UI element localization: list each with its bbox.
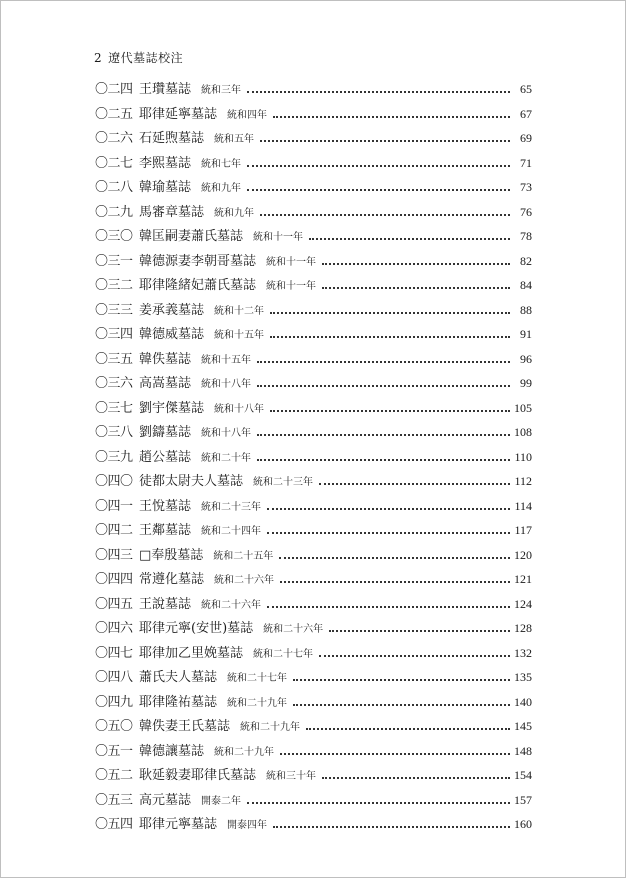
header-page-number: 2 [94,51,103,65]
toc-entry [95,764,532,789]
entry-title: 韓佚妻王氏墓誌 [139,719,231,734]
entry-title: 韓瑜墓誌 [139,180,192,195]
entry-page-number: 96 [520,351,532,366]
entry-title: 姜承義墓誌 [139,302,205,318]
toc-entry [95,127,532,152]
toc-entry [95,152,532,177]
dot-leader [260,140,510,142]
entry-number: 〇四四 [95,572,133,587]
dot-leader [257,385,510,387]
entry-date: 開泰四年 [227,820,268,831]
dot-leader [280,753,510,755]
dot-leader [273,116,510,118]
entry-page-number: 67 [520,106,532,121]
entry-page-number: 114 [514,498,532,513]
entry-number: 〇四九 [95,694,133,710]
entry-date: 統和二十三年 [201,501,262,513]
dot-leader [267,508,510,510]
entry-page-number: 88 [520,302,532,317]
dot-leader [270,312,510,314]
entry-number: 〇四二 [95,523,133,538]
entry-page-number: 140 [514,694,532,709]
entry-number: 〇五〇 [95,719,133,734]
entry-date: 統和五年 [214,134,255,145]
toc-entry [95,250,532,275]
header-book-title: 遼代墓誌校注 [108,51,184,65]
dot-leader [257,434,510,436]
entry-page-number: 128 [514,621,532,635]
toc-entry [95,103,532,128]
dot-leader [293,679,510,681]
toc-entry [95,789,532,814]
entry-page-number: 82 [520,253,532,268]
entry-title: □奉殷墓誌 [139,547,204,563]
toc-entry [95,495,532,520]
entry-date: 統和二十九年 [227,697,288,709]
entry-title: 劉宇傑墓誌 [139,400,205,416]
entry-date: 統和十八年 [214,403,265,415]
entry-date: 統和十一年 [253,232,304,243]
entry-number: 〇四七 [95,645,133,661]
entry-title: 耶律加乙里娩墓誌 [139,645,244,661]
dot-leader [257,459,510,461]
entry-title: 韓德源妻李朝哥墓誌 [139,253,257,269]
dot-leader [247,802,510,804]
entry-title: 韓德威墓誌 [139,327,205,342]
entry-page-number: 91 [520,327,532,341]
entry-number: 〇五三 [95,792,133,808]
entry-number: 〇三九 [95,449,133,465]
entry-title: 王說墓誌 [139,596,192,612]
dot-leader [247,189,510,191]
entry-title: 高元墓誌 [139,792,192,808]
entry-number: 〇四一 [95,498,133,514]
toc-entry [95,446,532,471]
toc-entry [95,568,532,593]
entry-page-number: 157 [514,792,532,807]
toc-entry [95,715,532,740]
entry-number: 〇二五 [95,106,133,122]
entry-number: 〇五四 [95,817,133,832]
toc-entry [95,397,532,422]
entry-number: 〇四〇 [95,474,133,489]
entry-number: 〇二九 [95,204,133,220]
entry-number: 〇三三 [95,302,133,318]
entry-number: 〇三二 [95,278,133,293]
dot-leader [270,410,510,412]
entry-date: 統和二十四年 [201,526,262,537]
entry-date: 統和十一年 [266,281,317,292]
toc-entry [95,544,532,569]
toc-entry [95,348,532,373]
entry-date: 統和四年 [227,109,268,121]
toc-entry [95,78,532,103]
dot-leader [267,532,510,534]
entry-number: 〇三〇 [95,229,133,244]
entry-title: 耶律隆緒妃蕭氏墓誌 [139,278,257,293]
dot-leader [247,91,510,93]
toc-entry [95,642,532,667]
entry-title: 耶律元寧墓誌 [139,817,218,832]
dot-leader [247,165,510,167]
entry-date: 統和九年 [214,207,255,219]
dot-leader [322,287,510,289]
entry-number: 〇四六 [95,621,133,636]
toc-entry [95,740,532,765]
entry-date: 統和十二年 [214,305,265,317]
entry-number: 〇二六 [95,131,133,146]
entry-page-number: 121 [514,572,532,586]
entry-page-number: 145 [514,719,532,733]
toc-entry [95,813,532,838]
entry-page-number: 110 [514,449,532,464]
entry-page-number: 84 [520,278,532,292]
dot-leader [322,263,510,265]
entry-title: 耶律隆祐墓誌 [139,694,218,710]
entry-page-number: 76 [520,204,532,219]
entry-title: 韓德讓墓誌 [139,743,205,759]
dot-leader [260,214,510,216]
entry-page-number: 135 [514,670,532,684]
entry-date: 統和二十七年 [227,673,288,684]
entry-page-number: 160 [514,817,532,831]
entry-title: 趙公墓誌 [139,449,192,465]
entry-title: 耿延毅妻耶律氏墓誌 [139,768,257,783]
entry-page-number: 78 [520,229,532,243]
entry-title: 韓匡嗣妻蕭氏墓誌 [139,229,244,244]
dot-leader [280,581,510,583]
entry-date: 統和二十九年 [240,722,301,733]
entry-date: 統和九年 [201,183,242,194]
toc-entry [95,274,532,299]
entry-page-number: 132 [514,645,532,660]
entry-date: 統和二十六年 [263,624,324,635]
entry-title: 常遵化墓誌 [139,572,205,587]
entry-date: 統和十一年 [266,256,317,268]
entry-number: 〇三六 [95,376,133,391]
toc-entry [95,299,532,324]
dot-leader [322,777,510,779]
entry-title: 韓佚墓誌 [139,351,192,367]
toc-entry [95,691,532,716]
entry-title: 李熙墓誌 [139,155,192,171]
entry-date: 統和二十六年 [214,575,275,586]
entry-page-number: 112 [514,474,532,488]
dot-leader [270,336,510,338]
entry-page-number: 71 [520,155,532,170]
toc-entry [95,372,532,397]
toc-entry [95,519,532,544]
entry-date: 統和二十三年 [253,477,314,488]
entry-page-number: 124 [514,596,532,611]
entry-date: 統和十五年 [214,330,265,341]
dot-leader [267,606,510,608]
entry-title: 耶律延寧墓誌 [139,106,218,122]
entry-number: 〇四五 [95,596,133,612]
dot-leader [279,557,510,559]
entry-title: 高嵩墓誌 [139,376,192,391]
entry-date: 統和七年 [201,158,242,170]
entry-date: 統和三十年 [266,771,317,782]
entry-page-number: 120 [514,547,532,562]
entry-date: 統和十八年 [201,379,252,390]
entry-page-number: 148 [514,743,532,758]
dot-leader [306,728,510,730]
entry-page-number: 154 [514,768,532,782]
toc-entry [95,593,532,618]
toc-entry [95,666,532,691]
entry-page-number: 99 [520,376,532,390]
entry-number: 〇二四 [95,82,133,97]
entry-title: 劉鑄墓誌 [139,425,192,440]
entry-date: 統和二十六年 [201,599,262,611]
entry-number: 〇四八 [95,670,133,685]
entry-number: 〇三七 [95,400,133,416]
entry-title: 王鄰墓誌 [139,523,192,538]
entry-number: 〇三五 [95,351,133,367]
running-header [94,49,183,66]
table-of-contents [95,78,532,838]
entry-date: 開泰二年 [201,795,242,807]
entry-date: 統和二十九年 [214,746,275,758]
entry-page-number: 108 [514,425,532,439]
entry-page-number: 65 [520,82,532,96]
entry-date: 統和二十年 [201,452,252,464]
entry-date: 統和十五年 [201,354,252,366]
entry-page-number: 73 [520,180,532,194]
entry-date: 統和二十五年 [213,550,274,562]
entry-page-number: 69 [520,131,532,145]
toc-entry [95,176,532,201]
toc-entry [95,617,532,642]
entry-title: 王悅墓誌 [139,498,192,514]
entry-title: 王瓚墓誌 [139,82,192,97]
entry-title: 蕭氏夫人墓誌 [139,670,218,685]
dot-leader [329,630,510,632]
entry-number: 〇三一 [95,253,133,269]
entry-number: 〇二七 [95,155,133,171]
entry-number: 〇五二 [95,768,133,783]
entry-number: 〇五一 [95,743,133,759]
dot-leader [319,483,510,485]
entry-date: 統和二十七年 [253,648,314,660]
entry-title: 徒都太尉夫人墓誌 [139,474,244,489]
entry-number: 〇三四 [95,327,133,342]
toc-entry [95,225,532,250]
toc-entry [95,201,532,226]
entry-number: 〇四三 [95,547,133,563]
dot-leader [319,655,510,657]
entry-page-number: 105 [514,400,532,415]
entry-date: 統和十八年 [201,428,252,439]
entry-number: 〇二八 [95,180,133,195]
dot-leader [273,826,510,828]
entry-number: 〇三八 [95,425,133,440]
toc-entry [95,470,532,495]
toc-entry [95,323,532,348]
entry-title: 耶律元寧(安世)墓誌 [139,621,254,636]
dot-leader [257,361,510,363]
entry-title: 石延煦墓誌 [139,131,205,146]
entry-page-number: 117 [514,523,532,537]
entry-title: 馬審章墓誌 [139,204,205,220]
toc-entry [95,421,532,446]
dot-leader [309,238,510,240]
dot-leader [293,704,510,706]
entry-date: 統和三年 [201,85,242,96]
